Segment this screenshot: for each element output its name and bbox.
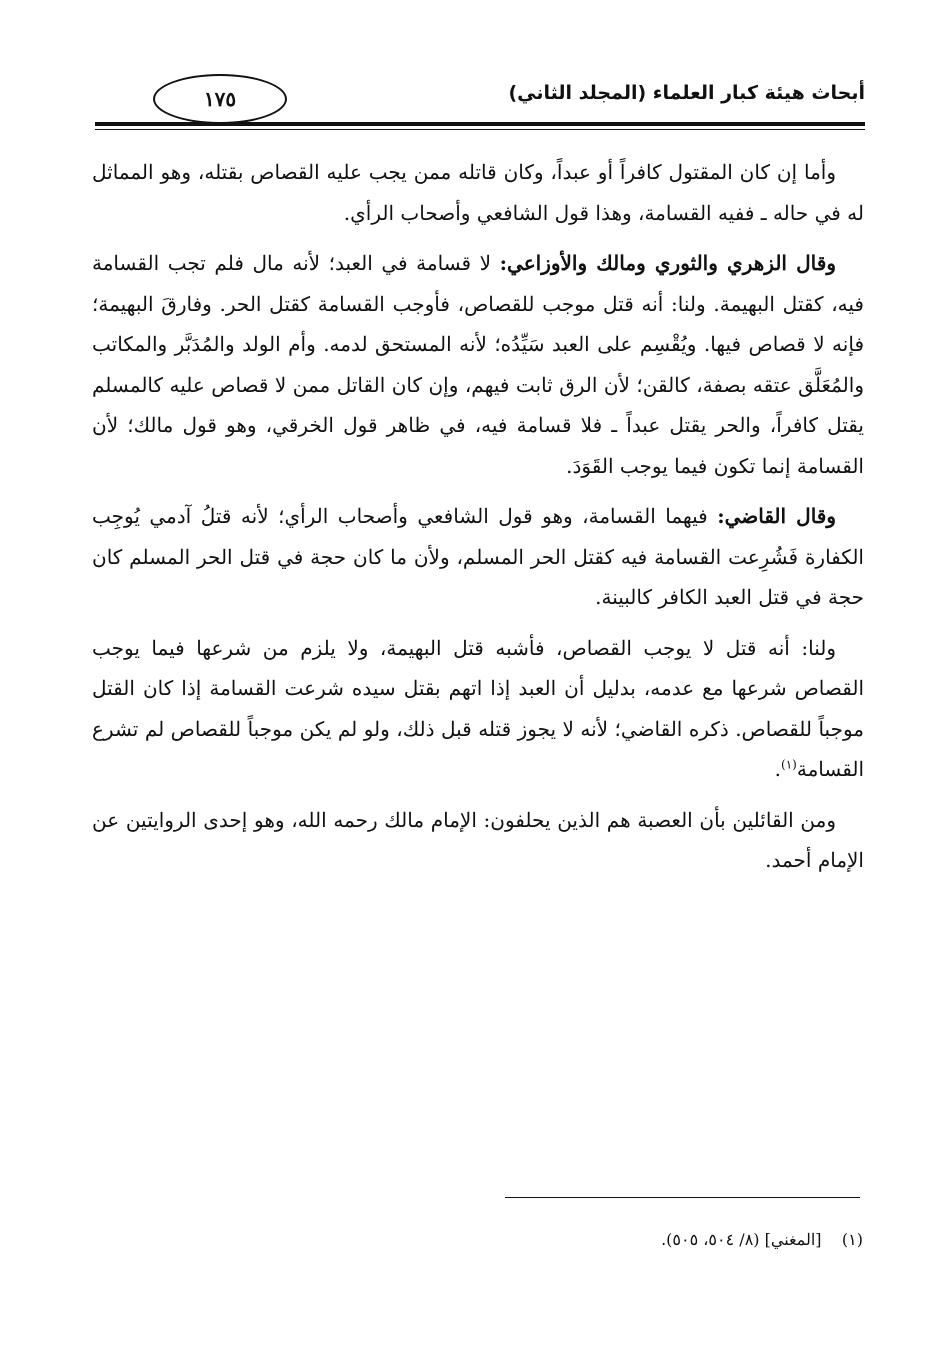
running-title: أبحاث هيئة كبار العلماء (المجلد الثاني) xyxy=(508,82,865,104)
paragraph-text: ومن القائلين بأن العصبة هم الذين يحلفون: الإمام مالك رحمه الله، وهو إحدى الروايتين عن الإمام أحمد. xyxy=(92,807,864,872)
paragraph-lead: وقال الزهري والثوري ومالك والأوزاعي: xyxy=(499,251,836,275)
paragraph-3 xyxy=(92,496,864,618)
body-text xyxy=(92,152,864,891)
page-header xyxy=(95,70,865,140)
footnote xyxy=(91,1230,863,1249)
paragraph-5 xyxy=(92,800,864,881)
paragraph-text: ولنا: أنه قتل لا يوجب القصاص، فأشبه قتل البهيمة، ولا يلزم من شرعها فيما يوجب القصاص شرعها مع عدمه، بدليل أن العبد إذا اتهم بقتل سيده شرعت القسامة إذا كان القتل موجباً للقصاص. ذكره القاضي؛ لأنه لا يجوز قتله قبل ذلك، ولو لم يكن موجباً للقصاص لم تشرع القسامة xyxy=(92,635,864,781)
footnote-marker: (١) xyxy=(841,1230,863,1249)
footnote-text: [المغني] (٨/ ٥٠٤، ٥٠٥). xyxy=(661,1230,822,1249)
paragraph-text: لا قسامة في العبد؛ لأنه مال فلم تجب القسامة فيه، كقتل البهيمة. ولنا: أنه قتل موجب للقصاص، فأوجب القسامة كقتل الحر. وفارقَ البهيمة؛ فإنه لا قصاص فيها. ويُقْسِم على العبد سَيِّدُه؛ لأنه المستحق لدمه. وأم الولد والمُدَبَّر والمكاتب والمُعَلَّق عتقه بصفة، كالقن؛ لأن الرق ثابت فيهم، وإن كان القاتل ممن لا قصاص عليه كالمسلم يقتل كافراً، والحر يقتل عبداً ـ فلا قسامة فيه، في ظاهر قول الخرقي، وهو قول مالك؛ لأن القسامة إنما تكون فيما يوجب القَوَدَ. xyxy=(92,251,864,478)
paragraph-2 xyxy=(92,243,864,486)
paragraph-4 xyxy=(92,628,864,790)
paragraph-text: فيهما القسامة، وهو قول الشافعي وأصحاب الرأي؛ لأنه قتلُ آدمي يُوجِب الكفارة فَشُرِعت القسامة فيه كقتل الحر المسلم، ولأن ما كان حجة في قتل الحر المسلم كان حجة في قتل العبد الكافر كالبينة. xyxy=(92,504,864,609)
paragraph-tail: . xyxy=(774,757,782,781)
page-number: ١٧٥ xyxy=(153,74,287,124)
footnote-reference[interactable]: (١) xyxy=(781,757,797,772)
paragraph-text: وأما إن كان المقتول كافراً أو عبداً، وكان قاتله ممن يجب عليه القصاص بقتله، وهو المماثل له في حاله ـ ففيه القسامة، وهذا قول الشافعي وأصحاب الرأي. xyxy=(92,160,864,225)
footnote-separator xyxy=(505,1197,860,1198)
paragraph-lead: وقال القاضي: xyxy=(717,504,837,528)
header-rule-thin xyxy=(95,129,865,130)
paragraph-1 xyxy=(92,152,864,233)
